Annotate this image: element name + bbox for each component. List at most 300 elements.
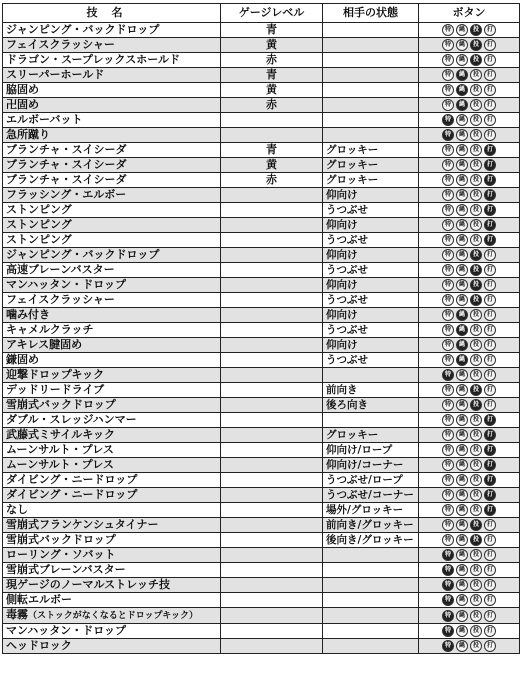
move-name-cell — [3, 23, 221, 38]
gauge-level-cell — [221, 488, 323, 503]
special-button-icon: 特 — [442, 159, 454, 171]
table-row — [3, 533, 520, 548]
move-name-cell — [3, 473, 221, 488]
button-combo-cell — [419, 233, 520, 248]
throw-button-icon: 投 — [470, 444, 482, 456]
rope-button-icon: 縄 — [456, 579, 468, 591]
table-row — [3, 83, 520, 98]
gauge-level-cell: 赤 — [221, 173, 323, 188]
table-row — [3, 488, 520, 503]
button-combo-cell — [419, 383, 520, 398]
opponent-state-cell: うつぶせ — [323, 263, 419, 278]
strike-button-icon: 打 — [484, 114, 496, 126]
opponent-state-cell: うつぶせ — [323, 203, 419, 218]
special-button-icon: 特 — [442, 339, 454, 351]
table-row — [3, 443, 520, 458]
throw-button-icon: 投 — [470, 219, 482, 231]
move-name-cell — [3, 413, 221, 428]
gauge-level-cell — [221, 278, 323, 293]
opponent-state-cell: 仰向け — [323, 188, 419, 203]
rope-button-icon: 縄 — [456, 294, 468, 306]
move-name-cell — [3, 203, 221, 218]
table-row — [3, 503, 520, 518]
gauge-level-cell — [221, 578, 323, 593]
move-name-cell — [3, 428, 221, 443]
rope-button-icon: 縄 — [456, 594, 468, 606]
button-combo-cell — [419, 293, 520, 308]
move-name-cell — [3, 128, 221, 143]
throw-button-icon: 投 — [470, 534, 482, 546]
strike-button-icon: 打 — [484, 99, 496, 111]
throw-button-icon: 投 — [470, 264, 482, 276]
strike-button-icon: 打 — [484, 610, 496, 622]
opponent-state-cell: 仰向け/ロープ — [323, 443, 419, 458]
special-button-icon: 特 — [442, 459, 454, 471]
table-row — [3, 233, 520, 248]
move-name-cell — [3, 338, 221, 353]
move-name-cell — [3, 263, 221, 278]
opponent-state-cell: グロッキー — [323, 143, 419, 158]
gauge-level-cell — [221, 353, 323, 368]
opponent-state-cell — [323, 578, 419, 593]
gauge-level-cell: 赤 — [221, 98, 323, 113]
table-row — [3, 158, 520, 173]
strike-button-icon: 打 — [484, 294, 496, 306]
throw-button-icon: 投 — [470, 474, 482, 486]
strike-button-icon: 打 — [484, 489, 496, 501]
opponent-state-cell — [323, 608, 419, 624]
table-row — [3, 473, 520, 488]
throw-button-icon: 投 — [470, 399, 482, 411]
move-name: ダイビング・ニードロップ — [6, 488, 138, 501]
strike-button-icon: 打 — [484, 474, 496, 486]
rope-button-icon: 縄 — [456, 99, 468, 111]
table-row — [3, 578, 520, 593]
throw-button-icon: 投 — [470, 54, 482, 66]
table-row — [3, 563, 520, 578]
move-name-cell — [3, 593, 221, 608]
gauge-level-cell — [221, 293, 323, 308]
strike-button-icon: 打 — [484, 279, 496, 291]
opponent-state-cell: 仰向け — [323, 218, 419, 233]
move-name-cell — [3, 518, 221, 533]
opponent-state-cell: 前向き — [323, 383, 419, 398]
table-row — [3, 23, 520, 38]
table-row — [3, 128, 520, 143]
opponent-state-cell — [323, 53, 419, 68]
special-button-icon: 特 — [442, 279, 454, 291]
move-name: ローリング・ソバット — [6, 548, 116, 561]
move-name: 迎撃ドロップキック — [6, 368, 105, 381]
button-combo-cell — [419, 53, 520, 68]
opponent-state-cell — [323, 548, 419, 563]
table-row — [3, 428, 520, 443]
table-row — [3, 293, 520, 308]
gauge-level-cell — [221, 473, 323, 488]
move-name-cell — [3, 308, 221, 323]
special-button-icon: 特 — [442, 429, 454, 441]
special-button-icon: 特 — [442, 354, 454, 366]
move-name: スリーパーホールド — [6, 68, 105, 81]
move-name-cell — [3, 173, 221, 188]
move-name-cell — [3, 488, 221, 503]
move-name: 雪崩式フランケンシュタイナー — [6, 518, 159, 531]
throw-button-icon: 投 — [470, 309, 482, 321]
move-name: フェイスクラッシャー — [6, 38, 115, 51]
special-button-icon: 特 — [442, 309, 454, 321]
opponent-state-cell — [323, 68, 419, 83]
strike-button-icon: 打 — [484, 429, 496, 441]
strike-button-icon: 打 — [484, 159, 496, 171]
throw-button-icon: 投 — [470, 459, 482, 471]
button-combo-cell — [419, 488, 520, 503]
button-combo-cell — [419, 83, 520, 98]
gauge-level-cell — [221, 398, 323, 413]
special-button-icon: 特 — [442, 39, 454, 51]
strike-button-icon: 打 — [484, 354, 496, 366]
table-row — [3, 323, 520, 338]
move-name: ムーンサルト・プレス — [6, 458, 114, 471]
special-button-icon: 特 — [442, 444, 454, 456]
gauge-level-cell — [221, 233, 323, 248]
rope-button-icon: 縄 — [456, 69, 468, 81]
throw-button-icon: 投 — [470, 99, 482, 111]
gauge-level-cell — [221, 563, 323, 578]
table-row — [3, 458, 520, 473]
header-move-name: 技名 — [3, 4, 221, 23]
rope-button-icon: 縄 — [456, 264, 468, 276]
rope-button-icon: 縄 — [456, 219, 468, 231]
button-combo-cell — [419, 158, 520, 173]
move-name: ブランチャ・スイシーダ — [6, 158, 127, 171]
special-button-icon: 特 — [442, 249, 454, 261]
button-combo-cell — [419, 518, 520, 533]
special-button-icon: 特 — [442, 189, 454, 201]
opponent-state-cell — [323, 23, 419, 38]
strike-button-icon: 打 — [484, 579, 496, 591]
table-row — [3, 278, 520, 293]
throw-button-icon: 投 — [470, 369, 482, 381]
button-combo-cell — [419, 608, 520, 624]
move-name: 高速ブレーンバスター — [6, 263, 115, 276]
strike-button-icon: 打 — [484, 174, 496, 186]
gauge-level-cell — [221, 368, 323, 383]
move-name: 噛み付き — [6, 308, 50, 321]
move-name: ストンピング — [6, 203, 72, 216]
button-combo-cell — [419, 23, 520, 38]
gauge-level-cell — [221, 458, 323, 473]
move-name-cell — [3, 218, 221, 233]
move-name-cell — [3, 398, 221, 413]
gauge-level-cell: 黄 — [221, 158, 323, 173]
move-table-body — [3, 23, 520, 654]
throw-button-icon: 投 — [470, 625, 482, 637]
button-combo-cell — [419, 263, 520, 278]
rope-button-icon: 縄 — [456, 519, 468, 531]
button-combo-cell — [419, 428, 520, 443]
rope-button-icon: 縄 — [456, 399, 468, 411]
table-row — [3, 608, 520, 624]
strike-button-icon: 打 — [484, 189, 496, 201]
rope-button-icon: 縄 — [456, 474, 468, 486]
move-name: フェイスクラッシャー — [6, 293, 115, 306]
button-combo-cell — [419, 98, 520, 113]
special-button-icon: 特 — [442, 564, 454, 576]
opponent-state-cell: 後向き/グロッキー — [323, 533, 419, 548]
rope-button-icon: 縄 — [456, 610, 468, 622]
gauge-level-cell — [221, 203, 323, 218]
throw-button-icon: 投 — [470, 114, 482, 126]
rope-button-icon: 縄 — [456, 249, 468, 261]
button-combo-cell — [419, 323, 520, 338]
header-gauge-level: ゲージレベル — [221, 4, 323, 23]
move-name-note: （ストックがなくなるとドロップキック） — [28, 611, 199, 621]
gauge-level-cell — [221, 413, 323, 428]
rope-button-icon: 縄 — [456, 640, 468, 652]
gauge-level-cell: 黄 — [221, 38, 323, 53]
rope-button-icon: 縄 — [456, 504, 468, 516]
move-name-cell — [3, 233, 221, 248]
throw-button-icon: 投 — [470, 414, 482, 426]
opponent-state-cell: うつぶせ — [323, 293, 419, 308]
throw-button-icon: 投 — [470, 564, 482, 576]
strike-button-icon: 打 — [484, 24, 496, 36]
opponent-state-cell: うつぶせ — [323, 353, 419, 368]
opponent-state-cell — [323, 38, 419, 53]
opponent-state-cell — [323, 639, 419, 654]
strike-button-icon: 打 — [484, 324, 496, 336]
move-name: マンハッタン・ドロップ — [6, 624, 127, 637]
gauge-level-cell — [221, 443, 323, 458]
rope-button-icon: 縄 — [456, 159, 468, 171]
strike-button-icon: 打 — [484, 399, 496, 411]
opponent-state-cell: 前向き/グロッキー — [323, 518, 419, 533]
throw-button-icon: 投 — [470, 159, 482, 171]
gauge-level-cell — [221, 548, 323, 563]
move-name: 現ゲージのノーマルストレッチ技 — [6, 578, 171, 591]
opponent-state-cell — [323, 368, 419, 383]
throw-button-icon: 投 — [470, 234, 482, 246]
throw-button-icon: 投 — [470, 429, 482, 441]
move-name: ダブル・スレッジハンマー — [6, 413, 137, 426]
move-name: 雪崩式バックドロップ — [6, 533, 116, 546]
strike-button-icon: 打 — [484, 444, 496, 456]
special-button-icon: 特 — [442, 84, 454, 96]
opponent-state-cell: うつぶせ — [323, 233, 419, 248]
special-button-icon: 特 — [442, 384, 454, 396]
opponent-state-cell: グロッキー — [323, 158, 419, 173]
header-opponent-state: 相手の状態 — [323, 4, 419, 23]
throw-button-icon: 投 — [470, 294, 482, 306]
button-combo-cell — [419, 143, 520, 158]
table-row — [3, 113, 520, 128]
move-name: 卍固め — [6, 98, 39, 111]
throw-button-icon: 投 — [470, 640, 482, 652]
strike-button-icon: 打 — [484, 339, 496, 351]
move-name-cell — [3, 68, 221, 83]
opponent-state-cell: うつぶせ/ロープ — [323, 473, 419, 488]
gauge-level-cell: 赤 — [221, 53, 323, 68]
strike-button-icon: 打 — [484, 54, 496, 66]
move-name: 雪崩式バックドロップ — [6, 398, 116, 411]
button-combo-cell — [419, 278, 520, 293]
strike-button-icon: 打 — [484, 69, 496, 81]
rope-button-icon: 縄 — [456, 174, 468, 186]
move-name-cell — [3, 443, 221, 458]
move-name-cell — [3, 53, 221, 68]
opponent-state-cell: グロッキー — [323, 173, 419, 188]
special-button-icon: 特 — [442, 625, 454, 637]
special-button-icon: 特 — [442, 204, 454, 216]
rope-button-icon: 縄 — [456, 534, 468, 546]
gauge-level-cell — [221, 308, 323, 323]
rope-button-icon: 縄 — [456, 414, 468, 426]
move-name: デッドリードライブ — [6, 383, 105, 396]
strike-button-icon: 打 — [484, 625, 496, 637]
opponent-state-cell: 仰向け — [323, 248, 419, 263]
special-button-icon: 特 — [442, 610, 454, 622]
opponent-state-cell — [323, 413, 419, 428]
move-name: 脇固め — [6, 83, 39, 96]
opponent-state-cell — [323, 593, 419, 608]
table-row — [3, 188, 520, 203]
strike-button-icon: 打 — [484, 519, 496, 531]
rope-button-icon: 縄 — [456, 144, 468, 156]
throw-button-icon: 投 — [470, 249, 482, 261]
opponent-state-cell — [323, 83, 419, 98]
rope-button-icon: 縄 — [456, 309, 468, 321]
move-name-cell — [3, 323, 221, 338]
table-row — [3, 248, 520, 263]
opponent-state-cell: 仰向け — [323, 308, 419, 323]
special-button-icon: 特 — [442, 99, 454, 111]
strike-button-icon: 打 — [484, 249, 496, 261]
strike-button-icon: 打 — [484, 39, 496, 51]
button-combo-cell — [419, 639, 520, 654]
strike-button-icon: 打 — [484, 234, 496, 246]
table-header-row — [3, 4, 520, 23]
special-button-icon: 特 — [442, 114, 454, 126]
throw-button-icon: 投 — [470, 189, 482, 201]
button-combo-cell — [419, 503, 520, 518]
throw-button-icon: 投 — [470, 610, 482, 622]
move-name: エルボーバット — [6, 113, 83, 126]
move-name-cell — [3, 38, 221, 53]
move-name-cell — [3, 608, 221, 624]
move-table — [2, 3, 520, 654]
rope-button-icon: 縄 — [456, 24, 468, 36]
button-combo-cell — [419, 128, 520, 143]
rope-button-icon: 縄 — [456, 189, 468, 201]
opponent-state-cell: 仰向け — [323, 278, 419, 293]
opponent-state-cell: グロッキー — [323, 428, 419, 443]
rope-button-icon: 縄 — [456, 549, 468, 561]
throw-button-icon: 投 — [470, 519, 482, 531]
gauge-level-cell — [221, 338, 323, 353]
strike-button-icon: 打 — [484, 594, 496, 606]
move-name-cell — [3, 353, 221, 368]
table-row — [3, 639, 520, 654]
table-row — [3, 98, 520, 113]
button-combo-cell — [419, 38, 520, 53]
strike-button-icon: 打 — [484, 84, 496, 96]
throw-button-icon: 投 — [470, 594, 482, 606]
gauge-level-cell: 黄 — [221, 83, 323, 98]
button-combo-cell — [419, 68, 520, 83]
move-name-cell — [3, 248, 221, 263]
button-combo-cell — [419, 593, 520, 608]
move-name-cell — [3, 548, 221, 563]
special-button-icon: 特 — [442, 294, 454, 306]
rope-button-icon: 縄 — [456, 444, 468, 456]
move-name-cell — [3, 639, 221, 654]
move-name-cell — [3, 113, 221, 128]
strike-button-icon: 打 — [484, 129, 496, 141]
header-buttons: ボタン — [419, 4, 520, 23]
gauge-level-cell — [221, 113, 323, 128]
button-combo-cell — [419, 473, 520, 488]
move-name-cell — [3, 533, 221, 548]
move-name: 雪崩式ブレーンバスター — [6, 563, 126, 576]
gauge-level-cell: 青 — [221, 23, 323, 38]
move-name-cell — [3, 293, 221, 308]
gauge-level-cell — [221, 639, 323, 654]
move-name-cell — [3, 383, 221, 398]
strike-button-icon: 打 — [484, 144, 496, 156]
special-button-icon: 特 — [442, 54, 454, 66]
move-name-cell — [3, 368, 221, 383]
rope-button-icon: 縄 — [456, 564, 468, 576]
move-name: ブランチャ・スイシーダ — [6, 143, 127, 156]
table-row — [3, 353, 520, 368]
special-button-icon: 特 — [442, 144, 454, 156]
table-row — [3, 593, 520, 608]
gauge-level-cell — [221, 518, 323, 533]
move-name-cell — [3, 188, 221, 203]
special-button-icon: 特 — [442, 549, 454, 561]
throw-button-icon: 投 — [470, 24, 482, 36]
table-row — [3, 38, 520, 53]
rope-button-icon: 縄 — [456, 369, 468, 381]
rope-button-icon: 縄 — [456, 324, 468, 336]
throw-button-icon: 投 — [470, 579, 482, 591]
throw-button-icon: 投 — [470, 129, 482, 141]
rope-button-icon: 縄 — [456, 339, 468, 351]
button-combo-cell — [419, 458, 520, 473]
throw-button-icon: 投 — [470, 84, 482, 96]
throw-button-icon: 投 — [470, 549, 482, 561]
move-name: ドラゴン・スープレックスホールド — [6, 53, 181, 66]
special-button-icon: 特 — [442, 594, 454, 606]
move-name-cell — [3, 624, 221, 639]
throw-button-icon: 投 — [470, 174, 482, 186]
table-row — [3, 398, 520, 413]
table-row — [3, 368, 520, 383]
throw-button-icon: 投 — [470, 324, 482, 336]
throw-button-icon: 投 — [470, 204, 482, 216]
strike-button-icon: 打 — [484, 459, 496, 471]
rope-button-icon: 縄 — [456, 129, 468, 141]
move-name: ジャンピング・バックドロップ — [6, 248, 160, 261]
button-combo-cell — [419, 398, 520, 413]
button-combo-cell — [419, 248, 520, 263]
move-name-cell — [3, 98, 221, 113]
special-button-icon: 特 — [442, 519, 454, 531]
strike-button-icon: 打 — [484, 219, 496, 231]
move-name: ダイビング・ニードロップ — [6, 473, 138, 486]
move-name: 急所蹴り — [6, 128, 50, 141]
button-combo-cell — [419, 173, 520, 188]
